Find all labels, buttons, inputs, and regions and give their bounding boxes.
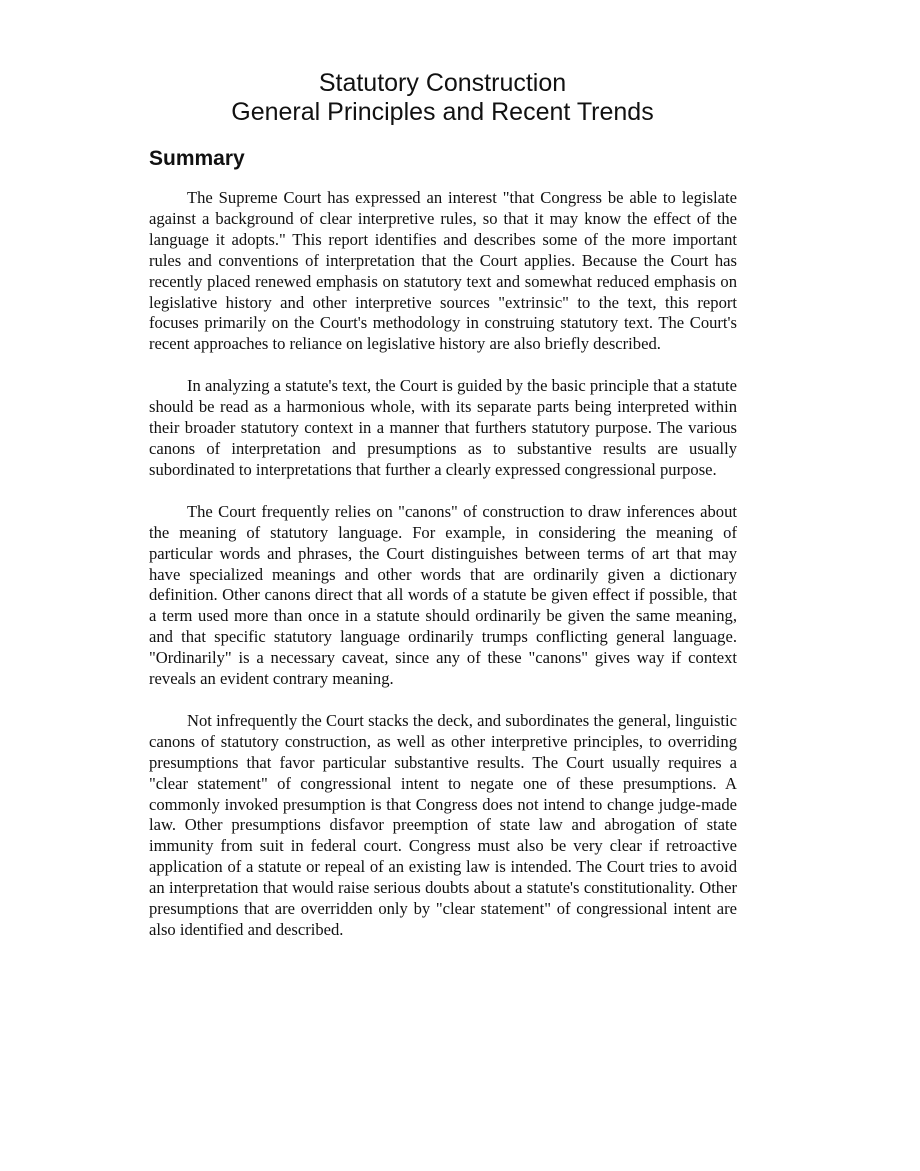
title-line-1: Statutory Construction: [318, 68, 567, 97]
document-title: [0, 69, 885, 127]
paragraph: In analyzing a statute's text, the Court is guided by the basic principle that a statute should be read as a harmonious whole, with its separate parts being interpreted within their broader statutory context in a manner that furthers statutory purpose. The various canons of interpretation and presumptions as to substantive results are usually subordinated to interpretations that further a clearly expressed congressional purpose.: [149, 376, 737, 479]
summary-body: [149, 188, 737, 962]
title-line-2: General Principles and Recent Trends: [231, 97, 654, 126]
section-heading-summary: Summary: [149, 147, 245, 170]
paragraph: The Court frequently relies on "canons" of construction to draw inferences about the meaning of statutory language. For example, in considering the meaning of particular words and phrases, the Court distinguishes between terms of art that may have specialized meanings and other words that are ordinarily given a dictionary definition. Other canons direct that all words of a statute be given effect if possible, that a term used more than once in a statute should ordinarily be given the same meaning, and that specific statutory language ordinarily trumps conflicting general language. "Ordinarily" is a necessary caveat, since any of these "canons" gives way if context reveals an evident contrary meaning.: [149, 501, 737, 689]
paragraph: The Supreme Court has expressed an interest "that Congress be able to legislate against a background of clear interpretive rules, so that it may know the effect of the language it adopts." This report identifies and describes some of the more important rules and conventions of interpretation that the Court applies. Because the Court has recently placed renewed emphasis on statutory text and somewhat reduced emphasis on legislative history and other interpretive sources "extrinsic" to the text, this report focuses primarily on the Court's methodology in construing statutory text. The Court's recent approaches to reliance on legislative history are also briefly described.: [149, 188, 737, 354]
paragraph: Not infrequently the Court stacks the deck, and subordinates the general, linguistic canons of statutory construction, as well as other interpretive principles, to overriding presumptions that favor particular substantive results. The Court usually requires a "clear statement" of congressional intent to negate one of these presumptions. A commonly invoked presumption is that Congress does not intend to change judge-made law. Other presumptions disfavor preemption of state law and abrogation of state immunity from suit in federal court. Congress must also be very clear if retroactive application of a statute or repeal of an existing law is intended. The Court tries to avoid an interpretation that would raise serious doubts about a statute's constitutionality. Other presumptions that are overridden only by "clear statement" of congressional intent are also identified and described.: [149, 710, 737, 939]
